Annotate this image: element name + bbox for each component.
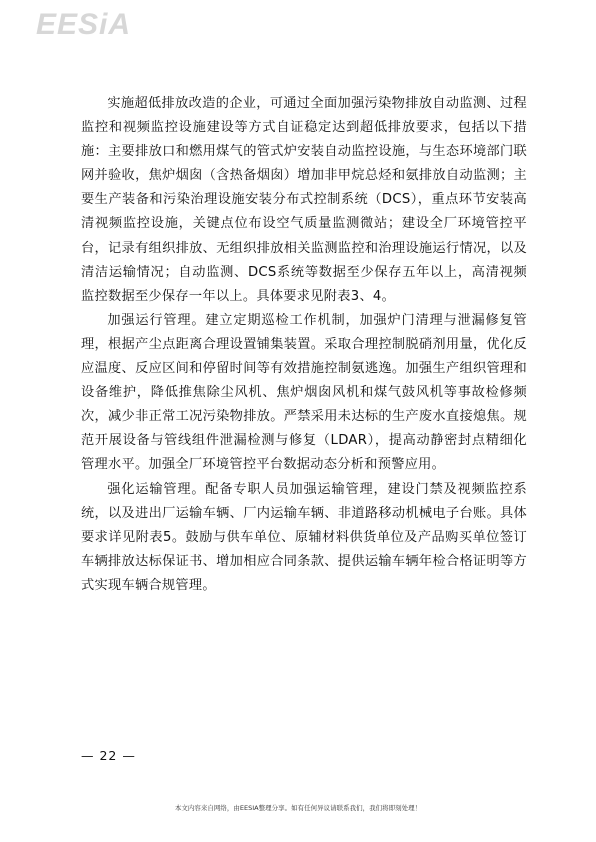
document-body bbox=[81, 92, 527, 598]
paragraph-transport-management: 强化运输管理。配备专职人员加强运输管理，建设门禁及视频监控系统，以及进出厂运输车辆、厂内运输车辆、非道路移动机械电子台账。具体要求详见附表5。鼓励与供车单位、原辅材料供货单位及产品购买单位签订车辆排放达标保证书、增加相应合同条款、提供运输车辆年检合格证明等方式实现车辆合规管理。 bbox=[81, 481, 527, 593]
paragraph-self-certification: 实施超低排放改造的企业，可通过全面加强污染物排放自动监测、过程监控和视频监控设施建设等方式自证稳定达到超低排放要求，包括以下措施：主要排放口和燃用煤气的管式炉安装自动监控设施，与生态环境部门联网并验收，焦炉烟囱（含热备烟囱）增加非甲烷总烃和氨排放自动监测；主要生产装备和污染治理设施安装分布式控制系统（DCS），重点环节安装高清视频监控设施，关键点位布设空气质量监测微站；建设全厂环境管控平台，记录有组织排放、无组织排放相关监测监控和治理设施运行情况，以及清洁运输情况；自动监测、DCS系统等数据至少保存五年以上，高清视频监控数据至少保存一年以上。具体要求见附表3、4。 bbox=[81, 96, 527, 304]
eesia-logo: EESiA bbox=[36, 8, 132, 41]
footer-disclaimer: 本文内容来自网络，由EESIA整理分享。如有任何异议请联系我们，我们将即刻处理！ bbox=[174, 804, 422, 812]
paragraph-operation-management: 加强运行管理。建立定期巡检工作机制，加强炉门清理与泄漏修复管理，根据产尘点距离合理设置铺集装置。采取合理控制脱硝剂用量，优化反应温度、反应区间和停留时间等有效措施控制氨逃逸。加强生产组织管理和设备维护，降低推焦除尘风机、焦炉烟囱风机和煤气鼓风机等事故检修频次，减少非正常工况污染物排放。严禁采用未达标的生产废水直接熄焦。规范开展设备与管线组件泄漏检测与修复（LDAR），提高动静密封点精细化管理水平。加强全厂环境管控平台数据动态分析和预警应用。 bbox=[81, 312, 527, 473]
page-number: — 22 — bbox=[81, 748, 136, 763]
